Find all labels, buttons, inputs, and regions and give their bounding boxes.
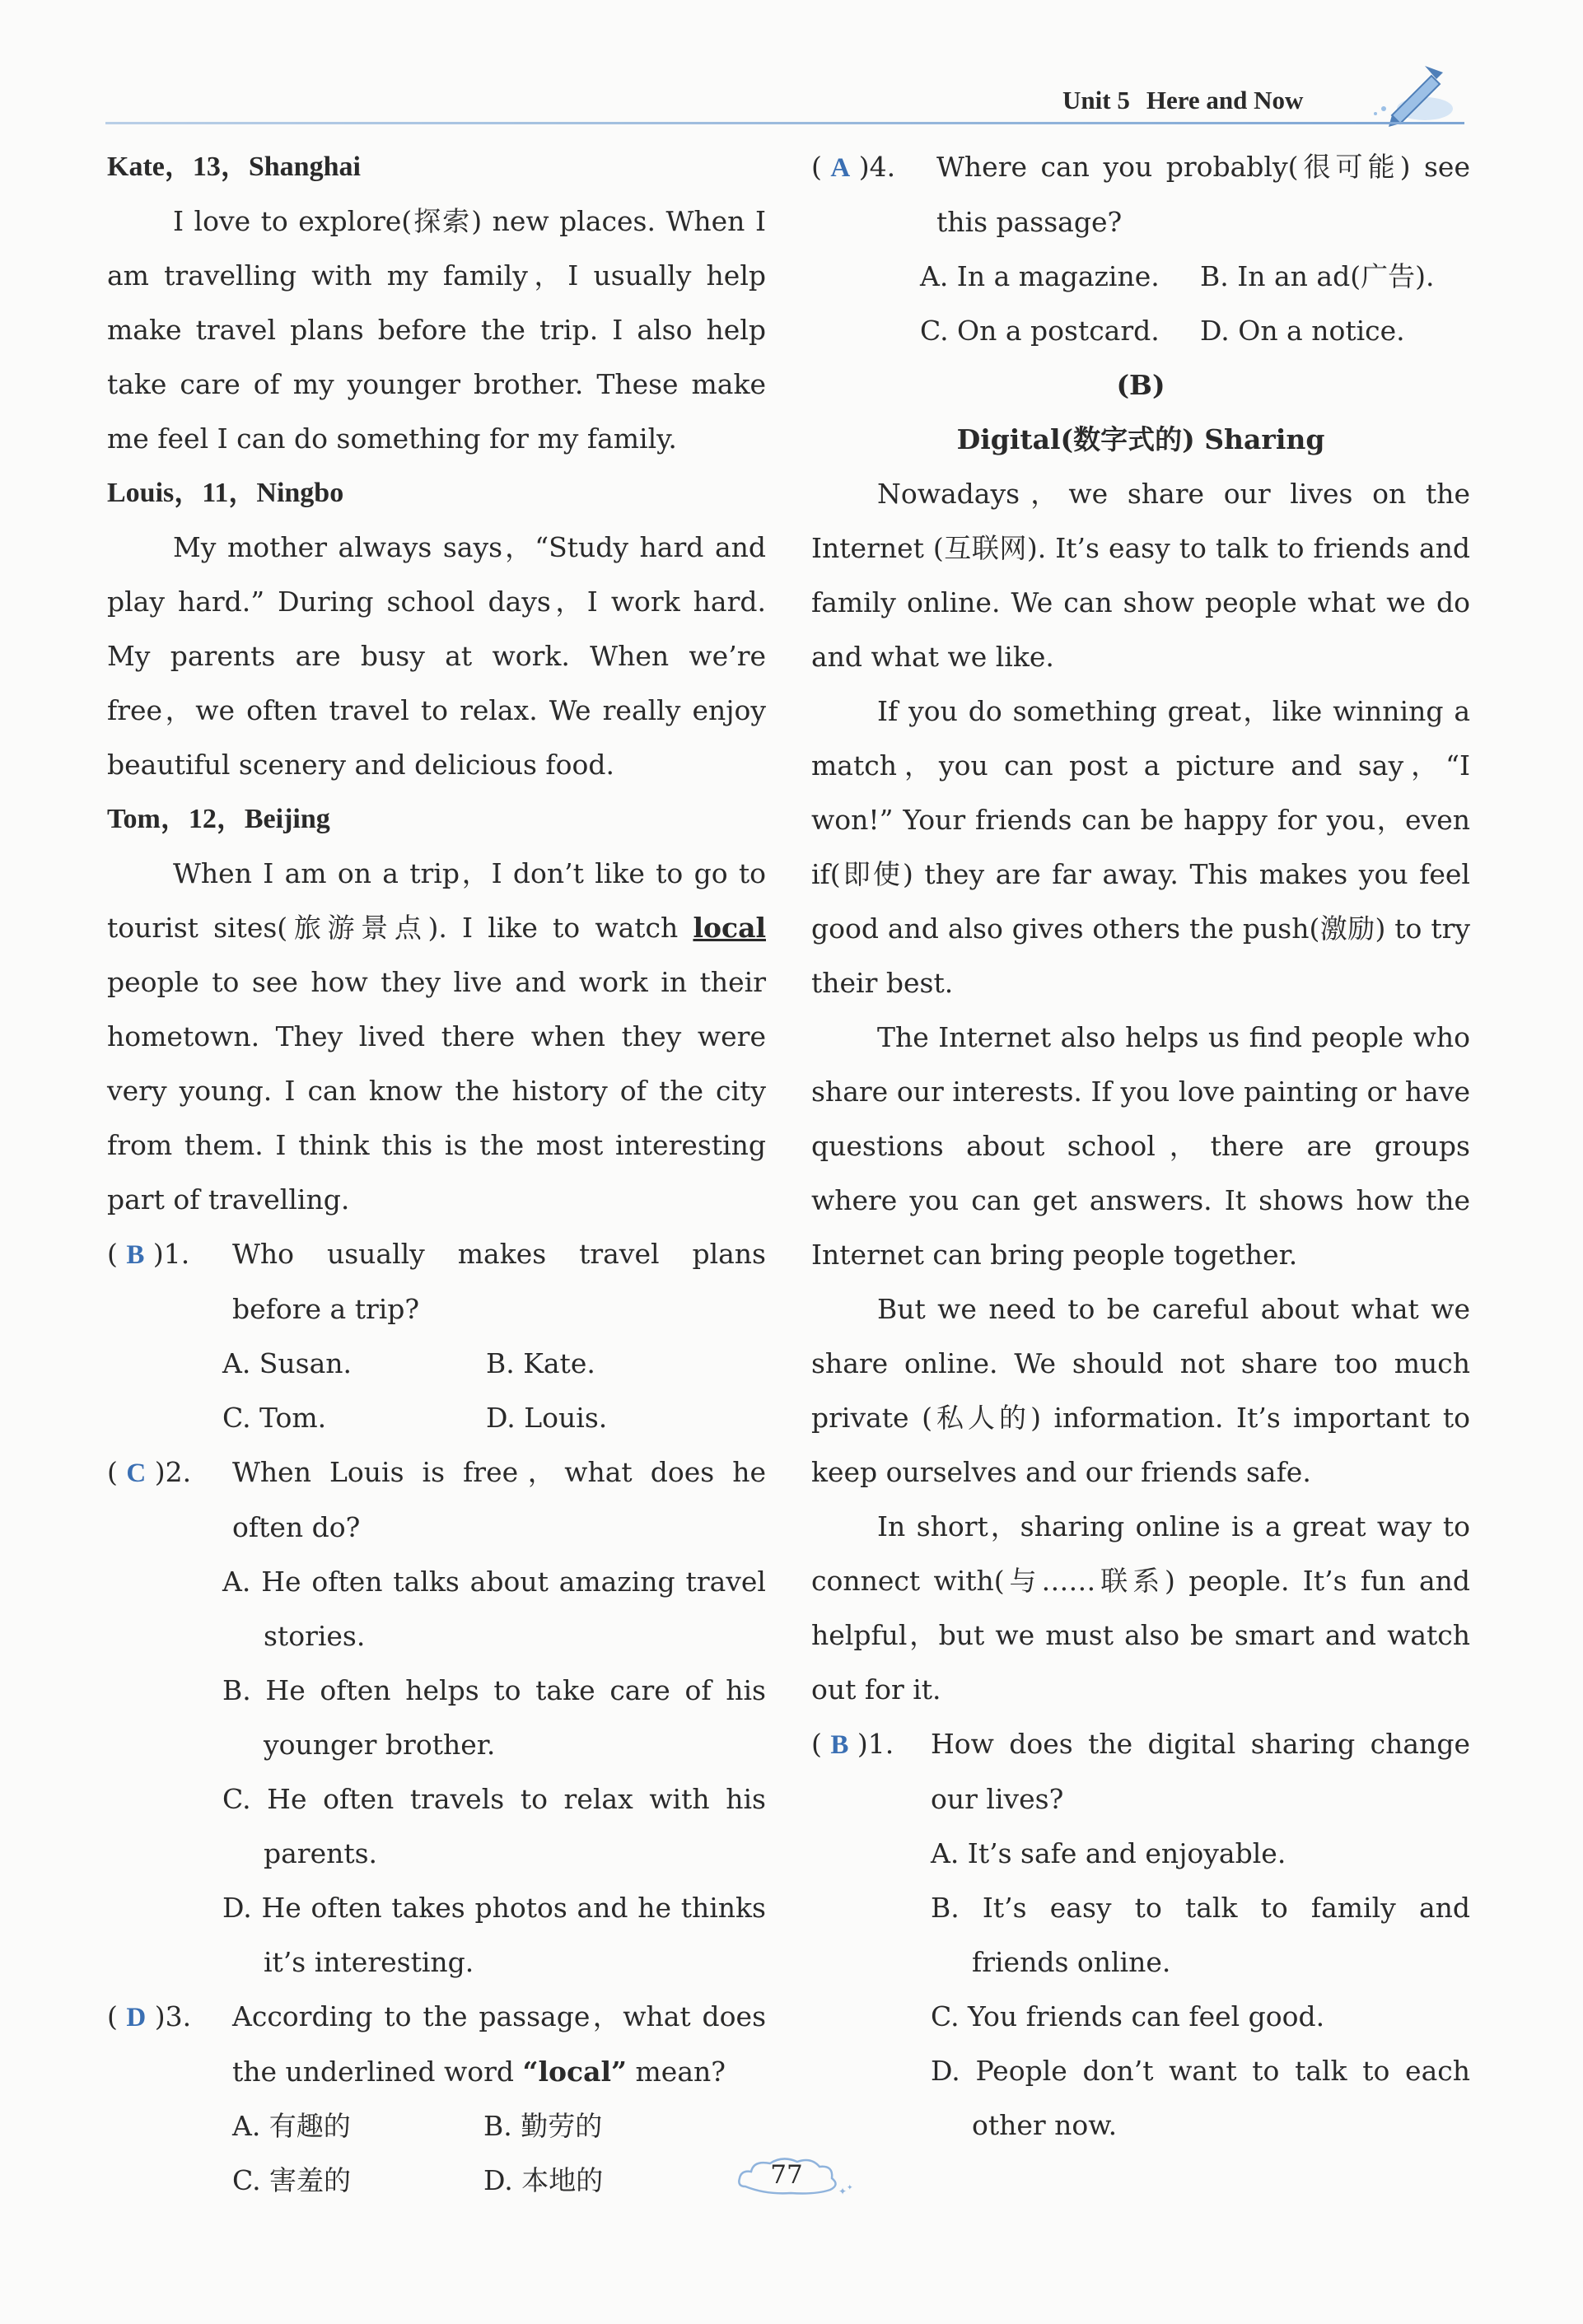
- paren-close: ): [154, 2000, 166, 2032]
- svg-text:✦: ✦: [838, 2186, 848, 2197]
- answer-mark: B: [830, 1730, 849, 1760]
- question-stem: Who usually makes travel plans before a trip?: [232, 1238, 766, 1325]
- option-d: D. 本地的: [483, 2164, 604, 2196]
- question-number: 4.: [869, 151, 896, 183]
- passage-paragraph-3: The Internet also helps us find people who share our interests. If you love painting or have questions about school，there are groups where you can get answers. It shows how the Internet can bring people together.: [811, 1021, 1470, 1271]
- option-a: A. Susan.: [222, 1347, 353, 1379]
- passage-paragraph-4: But we need to be careful about what we share online. We should not share too much private (私人的) information. It’s important to keep ourselves and our friends safe.: [811, 1293, 1470, 1488]
- paren-close: ): [152, 1238, 164, 1270]
- option-c: C. You friends can feel good.: [931, 2000, 1325, 2032]
- question-number: 3.: [165, 2000, 192, 2032]
- question-2: [107, 1445, 766, 1990]
- header-rule: [105, 122, 1464, 124]
- question-b1: [811, 1717, 1470, 2153]
- passage-paragraph-5: In short，sharing online is a great way to connect with(与……联系) people. It’s fun and helpful，but we must also be smart and watch out for it.: [811, 1510, 1470, 1706]
- paren-close: ): [857, 1728, 868, 1760]
- tom-paragraph: [107, 847, 766, 1227]
- option-a: A. In a magazine.: [920, 260, 1160, 292]
- option-c: C. He often travels to relax with his parents.: [222, 1783, 766, 1869]
- question-stem-1: According to the passage，what does the underlined word: [232, 2000, 766, 2088]
- passage-paragraph-1: Nowadays，we share our lives on the Internet (互联网). It’s easy to talk to friends and family online. We can show people what we do and what we like.: [811, 478, 1470, 673]
- question-3: [107, 1990, 766, 2208]
- question-number: 1.: [163, 1238, 190, 1270]
- option-d: D. On a notice.: [1200, 315, 1405, 347]
- option-b: B. 勤劳的: [483, 2110, 603, 2142]
- paren-close: ): [858, 151, 870, 183]
- section-label: (B): [1116, 369, 1165, 401]
- answer-mark: A: [830, 153, 851, 183]
- option-d: D. Louis.: [486, 1402, 608, 1434]
- unit-label: Unit 5: [1062, 86, 1130, 114]
- underlined-word: local: [693, 912, 766, 944]
- option-c: C. 害羞的: [232, 2164, 352, 2196]
- passage-paragraph-2: If you do something great，like winning a match，you can post a picture and say，“I won!” Your friends can be happy for you，even if(即使) they are far away. This makes you feel good and also gives others the push(激励) to try their best.: [811, 695, 1470, 999]
- question-4: [811, 140, 1470, 358]
- paren-open: (: [811, 1728, 822, 1760]
- right-column: [811, 140, 1470, 2153]
- option-b: B. In an ad(广告).: [1200, 260, 1435, 292]
- option-d: D. People don’t want to talk to each other now.: [931, 2055, 1470, 2141]
- kate-heading: Kate，13，Shanghai: [107, 152, 361, 182]
- option-a: A. It’s safe and enjoyable.: [931, 1837, 1286, 1869]
- passage-title: Digital(数字式的) Sharing: [956, 423, 1325, 455]
- left-column: [107, 140, 766, 2208]
- answer-mark: C: [126, 1458, 147, 1488]
- option-b: B. It’s easy to talk to family and friends online.: [931, 1892, 1470, 1978]
- running-header: [1062, 86, 1319, 115]
- answer-mark: B: [126, 1240, 145, 1270]
- option-a: A. He often talks about amazing travel stories.: [222, 1566, 766, 1652]
- louis-paragraph: My mother always says，“Study hard and play hard.” During school days，I work hard. My parents are busy at work. When we’re free，we often travel to relax. We really enjoy beautiful scenery and delicious food.: [107, 531, 766, 781]
- question-stem-2: mean?: [627, 2056, 726, 2088]
- question-1: [107, 1227, 766, 1445]
- option-c: C. On a postcard.: [920, 315, 1160, 347]
- option-b: B. He often helps to take care of his younger brother.: [222, 1674, 766, 1761]
- option-b: B. Kate.: [486, 1347, 595, 1379]
- svg-text:✦: ✦: [847, 2184, 853, 2192]
- question-stem: When Louis is free，what does he often do?: [232, 1456, 766, 1543]
- paren-open: (: [107, 1456, 118, 1488]
- question-number: 2.: [165, 1456, 192, 1488]
- tom-text-1: When I am on a trip，I don’t like to go to tourist sites(旅游景点). I like to watch: [107, 857, 766, 944]
- pencil-icon: [1367, 58, 1458, 132]
- paren-open: (: [107, 2000, 118, 2032]
- question-number: 1.: [867, 1728, 894, 1760]
- kate-paragraph: I love to explore(探索) new places. When I am travelling with my family，I usually help make travel plans before the trip. I also help take care of my younger brother. These make me feel I can do something for my family.: [107, 205, 766, 455]
- tom-text-2: people to see how they live and work in their hometown. They lived there when they were very young. I can know the history of the city from them. I think this is the most interesting part of travelling.: [107, 966, 766, 1216]
- question-stem: How does the digital sharing change our lives?: [931, 1728, 1470, 1815]
- tom-heading: Tom，12，Beijing: [107, 804, 330, 834]
- answer-mark: D: [126, 2003, 147, 2032]
- option-c: C. Tom.: [222, 1402, 327, 1434]
- option-d: D. He often takes photos and he thinks it’s interesting.: [222, 1892, 766, 1978]
- louis-heading: Louis，11，Ningbo: [107, 478, 344, 508]
- question-stem: Where can you probably(很可能) see this passage?: [936, 151, 1470, 238]
- question-word: “local”: [522, 2056, 628, 2088]
- page-number: 77: [770, 2160, 803, 2190]
- page-number-badge: [733, 2154, 857, 2203]
- paren-open: (: [107, 1238, 118, 1270]
- paren-close: ): [154, 1456, 166, 1488]
- paren-open: (: [811, 151, 822, 183]
- option-a: A. 有趣的: [232, 2110, 351, 2142]
- unit-title: Here and Now: [1146, 86, 1304, 114]
